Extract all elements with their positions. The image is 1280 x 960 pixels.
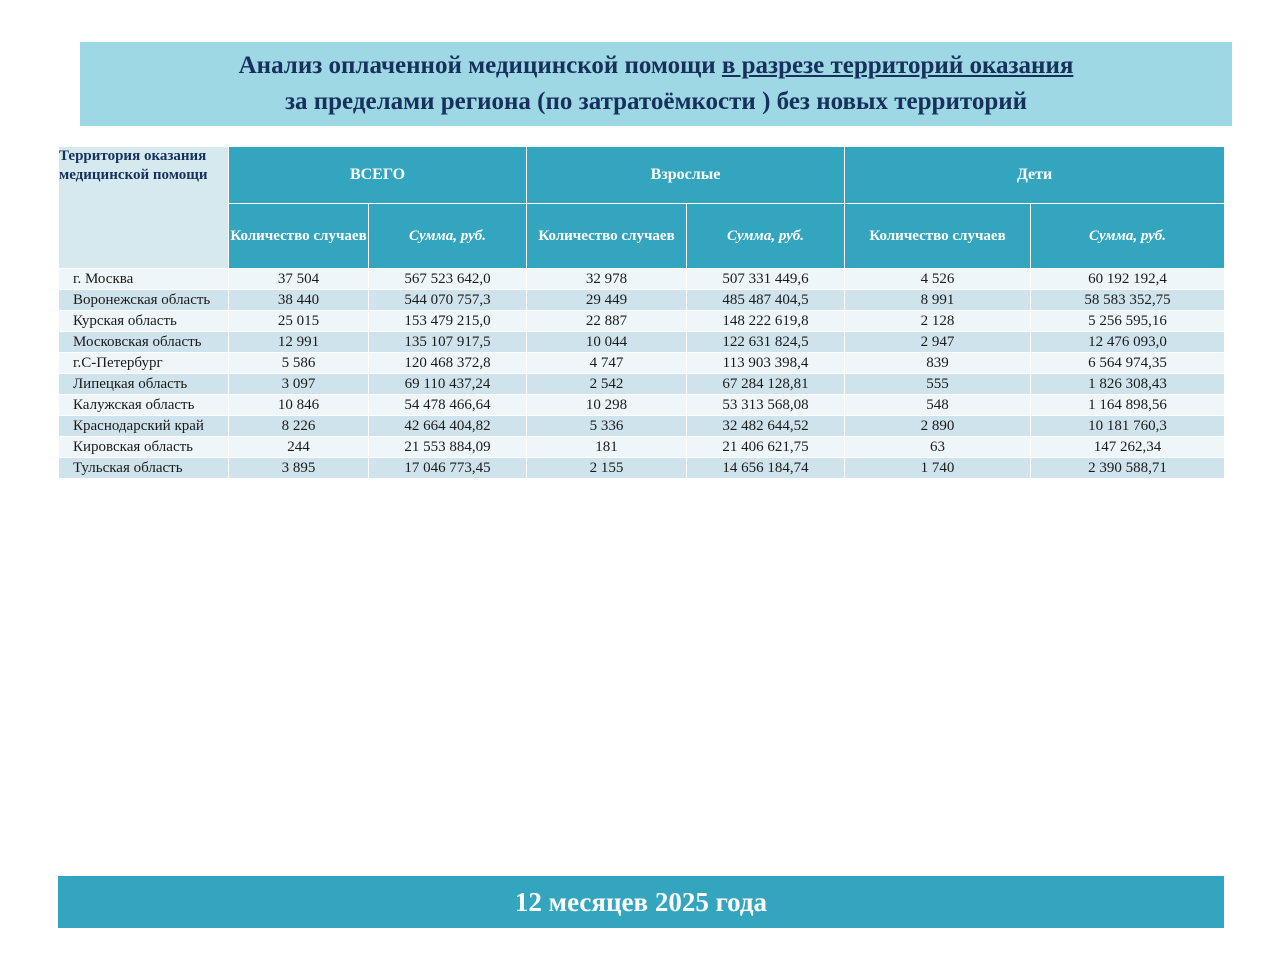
table-row [59,458,1225,479]
cell-adult-cases: 2 155 [527,458,687,479]
cell-territory: Воронежская область [59,290,229,311]
cell-total-cases: 3 097 [229,374,369,395]
column-header-child-cases: Количество случаев [845,204,1031,269]
cell-adult-sum: 113 903 398,4 [687,353,845,374]
cell-territory: Кировская область [59,437,229,458]
cell-adult-cases: 10 298 [527,395,687,416]
cell-total-sum: 544 070 757,3 [369,290,527,311]
cell-child-cases: 2 947 [845,332,1031,353]
table-row [59,290,1225,311]
cell-child-sum: 6 564 974,35 [1031,353,1225,374]
column-header-total-sum: Сумма, руб. [369,204,527,269]
cell-total-cases: 244 [229,437,369,458]
cell-adult-cases: 22 887 [527,311,687,332]
column-group-children: Дети [845,147,1225,204]
cell-child-sum: 1 826 308,43 [1031,374,1225,395]
cell-territory: Московская область [59,332,229,353]
cell-child-cases: 8 991 [845,290,1031,311]
cell-child-cases: 63 [845,437,1031,458]
cell-child-sum: 58 583 352,75 [1031,290,1225,311]
cell-total-cases: 10 846 [229,395,369,416]
cell-adult-cases: 10 044 [527,332,687,353]
cell-total-sum: 17 046 773,45 [369,458,527,479]
cell-child-sum: 12 476 093,0 [1031,332,1225,353]
cell-adult-cases: 181 [527,437,687,458]
cell-adult-sum: 148 222 619,8 [687,311,845,332]
cell-child-cases: 1 740 [845,458,1031,479]
cell-child-sum: 5 256 595,16 [1031,311,1225,332]
cell-total-cases: 25 015 [229,311,369,332]
data-table-container [58,146,1224,479]
table-row [59,437,1225,458]
cell-adult-sum: 67 284 128,81 [687,374,845,395]
cell-total-sum: 120 468 372,8 [369,353,527,374]
cell-adult-sum: 14 656 184,74 [687,458,845,479]
table-head [59,147,1225,269]
cell-adult-sum: 485 487 404,5 [687,290,845,311]
title-line1-underlined: в разрезе территорий оказания [721,52,1074,79]
cell-territory: Калужская область [59,395,229,416]
cell-child-cases: 2 890 [845,416,1031,437]
cell-total-sum: 21 553 884,09 [369,437,527,458]
title-line1-part1: Анализ оплаченной медицинской помощи [238,52,722,79]
cell-adult-sum: 122 631 824,5 [687,332,845,353]
cell-total-cases: 38 440 [229,290,369,311]
cell-child-cases: 555 [845,374,1031,395]
cell-adult-cases: 2 542 [527,374,687,395]
page-title [229,48,1084,120]
cell-total-sum: 567 523 642,0 [369,269,527,290]
period-label: 12 месяцев 2025 года [514,886,768,917]
cell-total-sum: 42 664 404,82 [369,416,527,437]
cell-child-cases: 548 [845,395,1031,416]
cell-adult-cases: 5 336 [527,416,687,437]
cell-total-sum: 135 107 917,5 [369,332,527,353]
cell-total-cases: 8 226 [229,416,369,437]
table-row [59,311,1225,332]
data-table [58,146,1225,479]
table-header-sub-row [59,204,1225,269]
cell-child-cases: 2 128 [845,311,1031,332]
column-header-adult-cases: Количество случаев [527,204,687,269]
cell-total-sum: 54 478 466,64 [369,395,527,416]
column-header-adult-sum: Сумма, руб. [687,204,845,269]
cell-child-sum: 2 390 588,71 [1031,458,1225,479]
table-row [59,353,1225,374]
cell-territory: Тульская область [59,458,229,479]
table-row [59,395,1225,416]
cell-territory: Краснодарский край [59,416,229,437]
cell-child-cases: 4 526 [845,269,1031,290]
column-group-adults: Взрослые [527,147,845,204]
column-header-territory: Территория оказания медицинской помощи [59,147,229,269]
cell-child-sum: 60 192 192,4 [1031,269,1225,290]
cell-total-cases: 5 586 [229,353,369,374]
cell-child-cases: 839 [845,353,1031,374]
table-row [59,416,1225,437]
cell-total-cases: 12 991 [229,332,369,353]
cell-adult-sum: 507 331 449,6 [687,269,845,290]
table-row [59,332,1225,353]
cell-territory: г.С-Петербург [59,353,229,374]
cell-total-sum: 69 110 437,24 [369,374,527,395]
table-body [59,269,1225,479]
column-header-child-sum: Сумма, руб. [1031,204,1225,269]
cell-adult-sum: 32 482 644,52 [687,416,845,437]
cell-territory: г. Москва [59,269,229,290]
cell-child-sum: 147 262,34 [1031,437,1225,458]
column-group-total: ВСЕГО [229,147,527,204]
cell-child-sum: 1 164 898,56 [1031,395,1225,416]
cell-adult-cases: 32 978 [527,269,687,290]
table-row [59,269,1225,290]
cell-total-sum: 153 479 215,0 [369,311,527,332]
cell-adult-cases: 4 747 [527,353,687,374]
cell-adult-cases: 29 449 [527,290,687,311]
cell-territory: Курская область [59,311,229,332]
table-header-group-row [59,147,1225,204]
title-banner [80,42,1232,126]
cell-total-cases: 37 504 [229,269,369,290]
cell-territory: Липецкая область [59,374,229,395]
cell-child-sum: 10 181 760,3 [1031,416,1225,437]
cell-adult-sum: 53 313 568,08 [687,395,845,416]
cell-adult-sum: 21 406 621,75 [687,437,845,458]
footer-banner [58,876,1224,928]
cell-total-cases: 3 895 [229,458,369,479]
column-header-total-cases: Количество случаев [229,204,369,269]
title-line2: за пределами региона (по затратоёмкости ) без новых территорий [284,88,1028,115]
table-row [59,374,1225,395]
